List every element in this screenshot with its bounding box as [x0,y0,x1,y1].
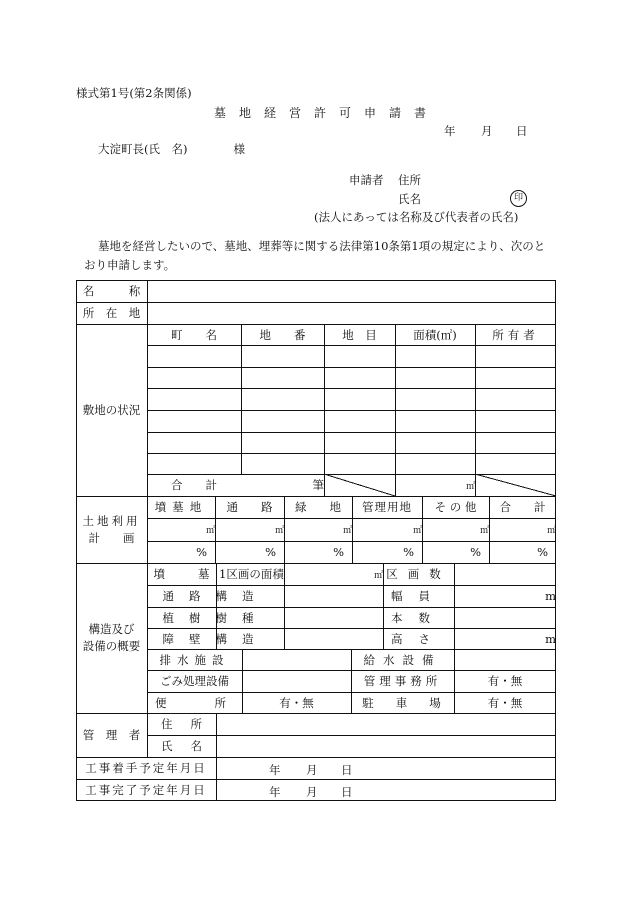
landuse-label [76,496,147,563]
landuse-area-unit-2: ㎡ [274,526,284,536]
landuse-header-other: そ の 他 [434,500,477,514]
name-label: 名 称 [82,284,141,298]
landuse-pct-unit-2: % [265,545,276,559]
corporate-note: (法人にあっては名称及び代表者の氏名) [314,210,519,224]
landuse-area-unit-5: ㎡ [479,526,489,536]
structure-water-label: 給水設備 [363,652,442,667]
site-header-area: 面積(㎡) [413,327,457,342]
landuse-header-path: 通 路 [226,500,273,514]
manager-name-label: 氏名 [161,739,220,753]
date-year: 年 [444,124,456,138]
landuse-area-unit-3: ㎡ [342,526,352,536]
finish-date-month: 月 [306,785,318,799]
start-date-label: 工事着手予定年月日 [85,761,207,775]
seal-mark: 印 [510,190,527,207]
landuse-header-grave: 墳墓地 [154,500,208,514]
finish-date-label: 工事完了予定年月日 [85,783,207,797]
structure-barrier-label: 障壁構造 [162,631,269,646]
structure-path-label: 通路構造 [162,589,269,603]
structure-office-label: 管理事務所 [363,674,442,688]
structure-height-unit: m [545,631,556,646]
start-date-day: 日 [341,763,353,777]
landuse-area-unit-1: ㎡ [205,526,215,536]
finish-date-year: 年 [269,785,281,799]
landuse-pct-unit-3: % [333,545,344,559]
application-table [76,280,556,801]
structure-width-unit: m [545,589,556,603]
landuse-area-unit-6: ㎡ [546,526,556,536]
landuse-header-admin: 管理用地 [362,500,412,514]
structure-toilet-label: 便所 [155,695,274,710]
date-day: 日 [516,124,528,138]
site-header-lot: 地 番 [259,327,306,342]
structure-plot-count-label: 区画数 [386,567,451,581]
addressee: 大淀町長(氏 名) 様 [98,142,245,156]
structure-parking-choice: 有・無 [487,695,523,710]
site-header-category: 地 目 [342,327,377,342]
structure-office-choice: 有・無 [487,674,523,688]
applicant-name-label: 氏名 [398,192,421,206]
applicant-address-label: 住所 [398,173,421,187]
manager-address-label: 住所 [161,717,220,731]
landuse-pct-unit-4: % [403,545,414,559]
body-text-line1: 墓地を経営したいので、墓地、埋葬等に関する法律第10条第1項の規定により、次のと [98,239,546,253]
structure-label [76,563,147,713]
structure-parking-label: 駐車場 [362,695,463,710]
manager-label: 管 理 者 [82,728,141,742]
site-status-label: 敷地の状況 [82,403,141,417]
document-title: 墓地経営許可申請書 [214,106,440,120]
site-header-owner: 所有者 [492,327,539,342]
structure-height-label: 高さ [391,631,446,646]
landuse-pct-unit-5: % [470,545,481,559]
structure-toilet-choice: 有・無 [279,695,314,710]
site-header-town: 町 名 [171,327,217,342]
site-total-count-unit: 筆 [312,478,324,492]
form-number: 様式第1号(第2条関係) [76,86,192,100]
landuse-area-unit-4: ㎡ [412,526,422,536]
structure-drainage-label: 排水施設 [159,652,230,667]
applicant-label: 申請者 [349,173,384,187]
landuse-header-green: 緑 地 [295,500,341,514]
structure-plot-area-label: 1区画の面積 [219,567,284,581]
body-text-line2: おり申請します。 [84,258,176,272]
structure-width-label: 幅員 [391,589,446,603]
landuse-label-line2: 計 画 [88,530,135,545]
location-label: 所 在 地 [82,306,141,320]
structure-label-line1: 構造及び [88,622,135,636]
structure-grave-label [147,563,216,585]
date-month: 月 [481,124,493,138]
start-date-year: 年 [269,763,281,777]
structure-waste-label: ごみ処理設備 [160,674,229,688]
site-total-label: 合 計 [171,478,217,492]
structure-planting-label: 植樹樹種 [162,610,269,625]
landuse-pct-unit-6: % [537,545,548,559]
landuse-pct-unit-1: % [196,545,207,559]
start-date-month: 月 [306,763,318,777]
structure-plot-area-unit: ㎡ [373,570,383,581]
structure-grave-text: 墳 墓 [153,567,210,581]
landuse-header-total: 合 計 [499,500,546,514]
landuse-label-line1: 土地利用 [82,513,141,528]
site-total-area-unit: ㎡ [465,481,475,492]
structure-tree-count-label: 本数 [391,610,446,625]
finish-date-day: 日 [341,785,353,799]
structure-label-line2: 設備の概要 [82,639,141,653]
